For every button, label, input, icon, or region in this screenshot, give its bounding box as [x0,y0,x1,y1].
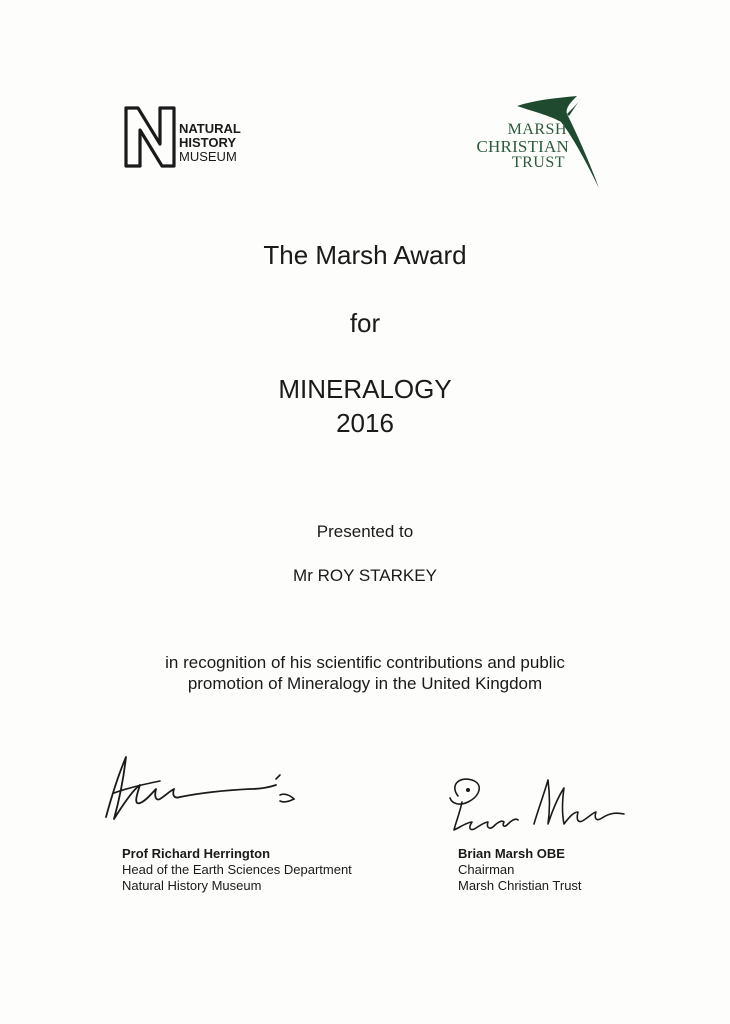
recipient-name: Mr ROY STARKEY [293,566,437,585]
signatory-right [458,846,582,894]
mct-wordmark [457,122,569,171]
citation-line-2: promotion of Mineralogy in the United Kingdom [187,674,543,693]
citation-line-1: in recognition of his scientific contributions and public [165,653,565,672]
signatory-right-org: Marsh Christian Trust [458,878,582,893]
mct-logo [455,96,605,192]
signatory-right-name: Brian Marsh OBE [458,846,565,861]
signature-left [100,745,310,840]
mct-line-3: TRUST [511,154,565,171]
citation [0,652,730,694]
signatory-left-org: Natural History Museum [122,878,262,893]
signatory-left-role: Head of the Earth Sciences Department [122,862,352,877]
nhm-line-1: NATURAL [179,121,241,136]
signature-right [438,766,628,846]
award-subject: MINERALOGY [278,374,452,404]
award-year: 2016 [336,408,394,438]
presented-to-label: Presented to [316,522,414,541]
signatory-right-role: Chairman [458,862,515,877]
signatory-left [122,846,352,894]
mct-line-2: CHRISTIAN [476,137,569,156]
nhm-wordmark [179,122,241,164]
mct-line-1: MARSH [507,121,567,138]
signatory-left-name: Prof Richard Herrington [122,846,271,861]
nhm-line-3: MUSEUM [179,149,237,164]
award-for: for [349,308,381,338]
nhm-logo [122,104,282,170]
nhm-n-icon [122,104,178,170]
award-title: The Marsh Award [263,240,467,270]
nhm-line-2: HISTORY [179,135,237,150]
